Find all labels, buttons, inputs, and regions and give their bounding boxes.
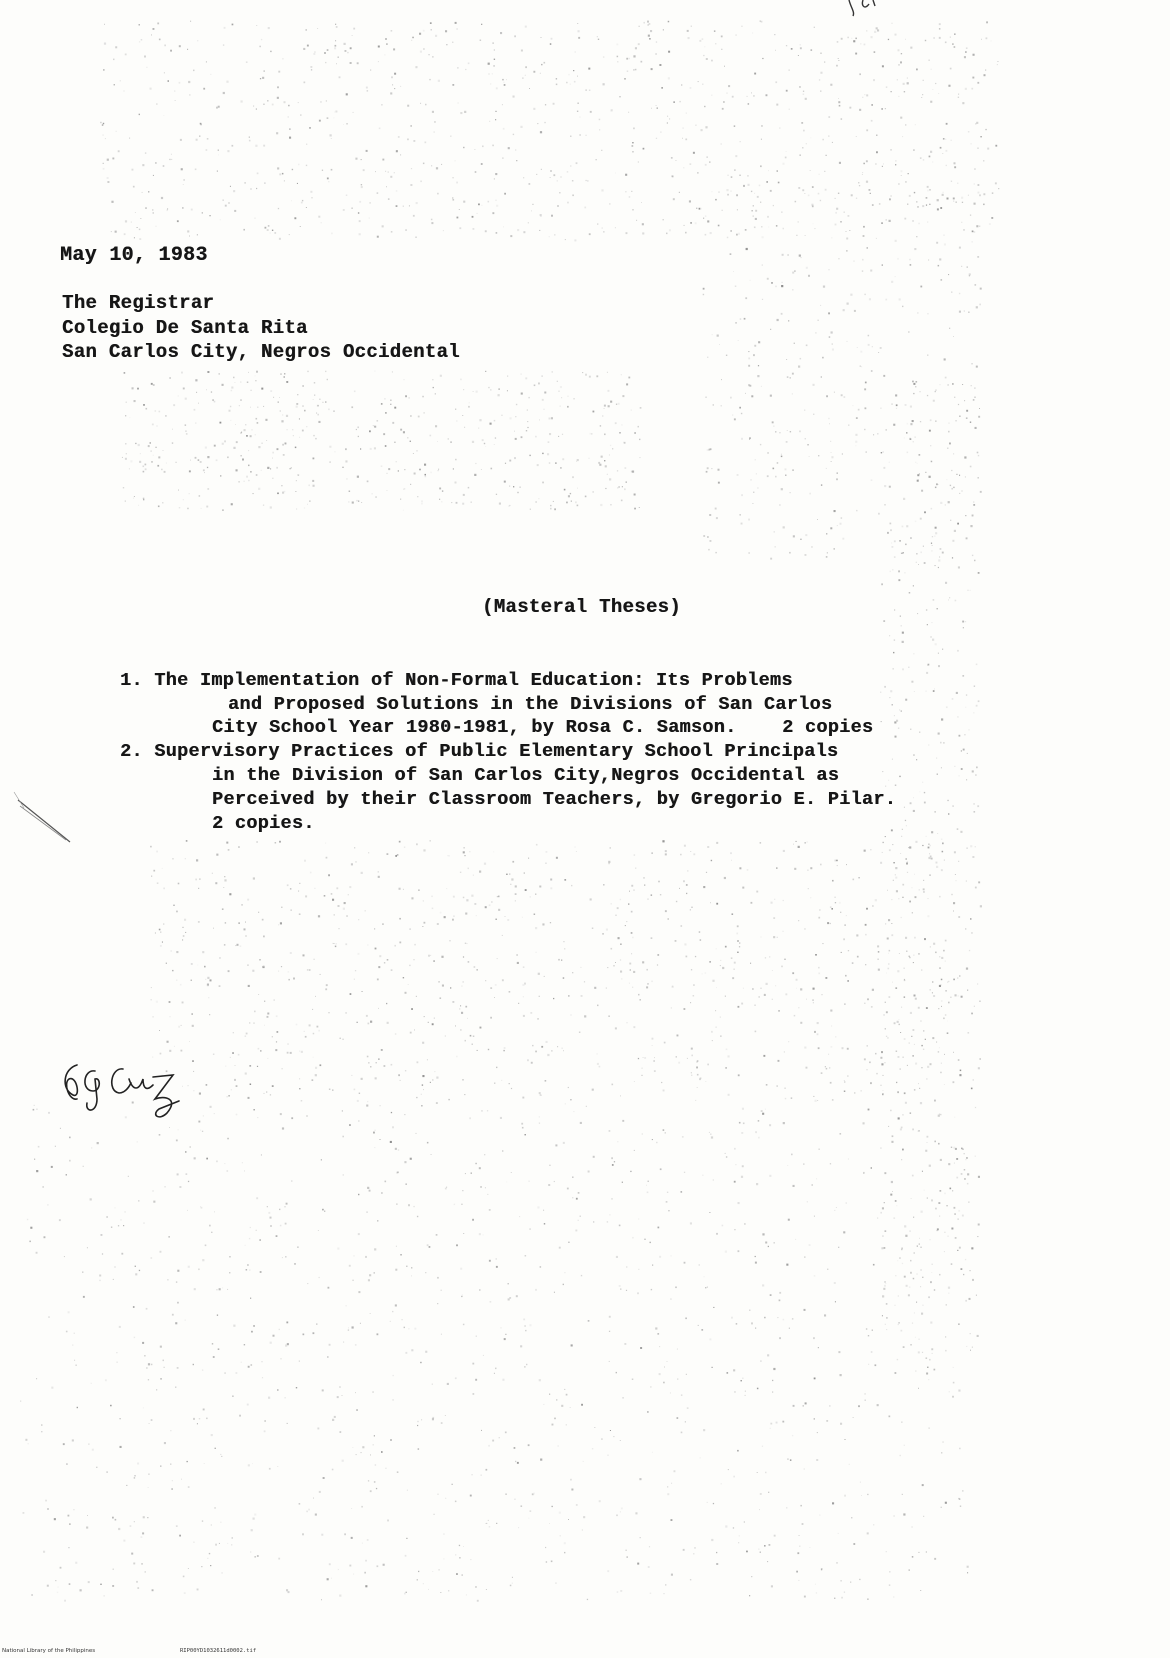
handwritten-corner-mark bbox=[845, 0, 885, 18]
thesis-item-line: City School Year 1980-1981, by Rosa C. Samson. 2 copies bbox=[212, 717, 874, 738]
recipient-address: San Carlos City, Negros Occidental bbox=[62, 341, 460, 363]
thesis-item-line: Perceived by their Classroom Teachers, by Gregorio E. Pilar. bbox=[212, 789, 897, 810]
thesis-item-line: in the Division of San Carlos City,Negros Occidental as bbox=[212, 765, 840, 786]
thesis-item-line: 1. The Implementation of Non-Formal Education: Its Problems bbox=[120, 670, 793, 691]
recipient-title: The Registrar bbox=[62, 292, 215, 314]
section-heading: (Masteral Theses) bbox=[482, 596, 681, 618]
handwritten-initials-signature bbox=[55, 1055, 195, 1125]
margin-pen-mark bbox=[10, 790, 80, 850]
footer-filename: RIP00YD1032611d0002.tif bbox=[180, 1648, 257, 1654]
thesis-item-line: 2 copies. bbox=[212, 813, 315, 834]
footer-source: National Library of the Philippines bbox=[2, 1648, 96, 1654]
thesis-item-line: and Proposed Solutions in the Divisions of San Carlos bbox=[228, 694, 833, 715]
thesis-item-line: 2. Supervisory Practices of Public Elementary School Principals bbox=[120, 741, 839, 762]
letter-date: May 10, 1983 bbox=[60, 244, 208, 267]
recipient-institution: Colegio De Santa Rita bbox=[62, 317, 308, 339]
